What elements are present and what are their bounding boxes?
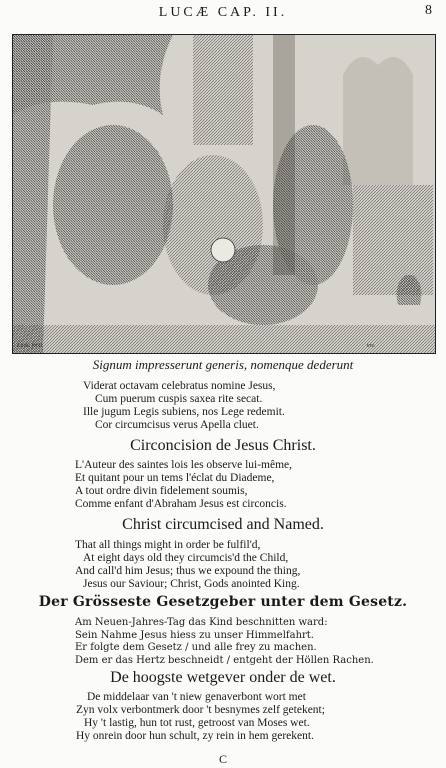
dutch-section bbox=[0, 669, 446, 687]
verse-line: Ille jugum Legis subiens, nos Lege redemit. bbox=[83, 406, 285, 418]
engraving-scene bbox=[13, 35, 435, 353]
verse-line: Cum puerum cuspis saxea rite secat. bbox=[95, 393, 263, 405]
dutch-heading: De hoogste wetgever onder de wet. bbox=[110, 669, 336, 686]
doorway-group bbox=[353, 185, 433, 295]
child-figure bbox=[211, 238, 235, 262]
verse-line: A tout ordre divin fidelement soumis, bbox=[75, 485, 248, 497]
verse-line: Dem er das Hertz beschneidt / entgeht der Höllen Rachen. bbox=[75, 654, 374, 666]
verse-line: Comme enfant d'Abraham Jesus est circoncis. bbox=[75, 498, 287, 510]
figures-left bbox=[53, 125, 173, 285]
verse-line: Er folgte dem Gesetz / und alle frey zu machen. bbox=[75, 642, 317, 653]
german-verse bbox=[0, 617, 446, 667]
verse-line: Et quitant pour un tems l'éclat du Diademe, bbox=[75, 472, 275, 484]
dome-building bbox=[343, 57, 413, 185]
verse-line: And call'd him Jesus; thus we expound the thing, bbox=[75, 565, 301, 577]
verse-line: At eight days old they circumcis'd the Child, bbox=[83, 552, 289, 564]
engraver-signature: Luyk. fecit. bbox=[17, 343, 44, 349]
verse-line: Cor circumcisus verus Apella cluet. bbox=[95, 419, 259, 431]
german-section bbox=[0, 594, 446, 611]
verse-line: De middelaar van 't niew genaverbont wort met bbox=[87, 691, 306, 703]
english-section bbox=[0, 516, 446, 534]
latin-verse bbox=[0, 380, 446, 432]
verse-line: Sein Nahme Jesus hiess zu unser Himmelfahrt. bbox=[75, 629, 314, 641]
signature-mark: C bbox=[218, 752, 227, 766]
page-number: 8 bbox=[425, 3, 432, 18]
german-heading: Der Grösseste Gesetzgeber unter dem Gesetz. bbox=[38, 594, 408, 610]
french-section bbox=[0, 437, 446, 455]
page-header bbox=[0, 3, 446, 25]
verse-line: Hy onrein door hun schult, zy rein in hem gerekent. bbox=[76, 730, 314, 742]
engraving-caption: Signum impresserunt generis, nomenque dederunt bbox=[92, 357, 354, 372]
verse-line: That all things might in order be fulfil'd, bbox=[75, 539, 261, 551]
wall-panel bbox=[193, 35, 253, 145]
verse-line: Am Neuen-Jahres-Tag das Kind beschnitten ward: bbox=[75, 617, 328, 628]
verse-line: Zyn volx verbontmerk door 't besnymes zelf getekent; bbox=[76, 704, 325, 716]
running-title: LUCÆ CAP. II. bbox=[158, 5, 288, 20]
verse-line: Hy 't lastig, hun tot rust, getroost van Moses wet. bbox=[84, 717, 310, 729]
french-heading: Circoncision de Jesus Christ. bbox=[130, 437, 316, 454]
english-heading: Christ circumcised and Named. bbox=[122, 516, 324, 533]
engraving-illustration bbox=[12, 34, 436, 354]
dutch-verse bbox=[0, 691, 446, 743]
inventor-signature: inv. bbox=[366, 343, 375, 349]
verse-line: Jesus our Saviour; Christ, Gods anointed King. bbox=[83, 578, 300, 590]
verse-line: L'Auteur des saintes lois les observe lui-même, bbox=[75, 459, 293, 471]
french-verse bbox=[0, 459, 446, 511]
english-verse bbox=[0, 539, 446, 591]
verse-line: Viderat octavam celebratus nomine Jesus, bbox=[83, 380, 276, 392]
